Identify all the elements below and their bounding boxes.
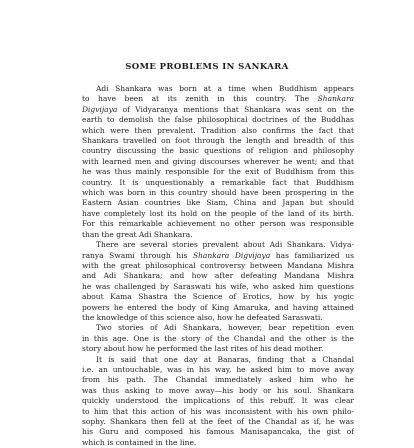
- text-run: Shankara travelled on foot through the length and breadth of this: [82, 136, 354, 146]
- text-run: Eastern Asian countries like Siam, China and Japan but should: [82, 198, 354, 208]
- text-run: story about how he performed the last rites of his dead mother.: [82, 344, 324, 354]
- text-run: about Kama Shastra the Science of Erotics, how by his yogic: [82, 292, 354, 302]
- text-line: [82, 417, 354, 427]
- text-line: [82, 323, 354, 333]
- text-line: [82, 136, 354, 146]
- text-line: [82, 365, 354, 375]
- text-run: in this age. One is the story of the Chandal and the other is the: [82, 333, 354, 343]
- text-run: which is contained in the line.: [82, 437, 197, 447]
- text-run: from his path. The Chandal immediately asked him who he: [82, 375, 354, 385]
- text-line: [82, 334, 354, 344]
- text-run: sophy. Shankara then fell at the feet of the Chandal as if, he was: [82, 417, 354, 426]
- text-run: than the great Adi Shankara.: [82, 229, 193, 239]
- italic-title: Shankara: [317, 94, 354, 104]
- text-line: [82, 303, 354, 313]
- text-line: [82, 146, 354, 156]
- text-line: [82, 438, 354, 448]
- text-line: [82, 292, 354, 302]
- text-line: [82, 386, 354, 396]
- text-line: [82, 198, 354, 208]
- text-run: has familiarized us: [270, 250, 354, 260]
- text-run: his Guru and composed his famous Manisapancaka, the gist of: [82, 427, 354, 437]
- text-line: [82, 396, 354, 406]
- text-line: [82, 261, 354, 271]
- text-line: [82, 115, 354, 125]
- text-run: to him that this action of his was inconsistent with his own philo-: [82, 406, 354, 416]
- body-text: [82, 84, 354, 448]
- text-run: was thus asking to move away—his body or his soul. Shankara: [82, 385, 354, 395]
- text-run: he was challenged by Saraswati his wife, who asked him questions: [82, 281, 354, 291]
- text-run: quickly understood the implications of this rebuff. It was clear: [82, 396, 354, 406]
- text-run: of Vidyaranya mentions that Shankara was sent on the: [117, 104, 354, 114]
- text-line: [82, 375, 354, 385]
- text-line: [82, 427, 354, 437]
- text-run: ranya Swami through his: [82, 250, 193, 260]
- text-run: Two stories of Adi Shankara, however, bear repetition even: [96, 323, 354, 333]
- text-line: [82, 94, 354, 104]
- text-line: [82, 157, 354, 167]
- paragraph-1: [82, 84, 354, 240]
- text-run: which were then prevalent. Tradition also confirms the fact that: [82, 125, 354, 135]
- italic-title: Digvijaya: [82, 104, 118, 114]
- text-line: [82, 178, 354, 188]
- text-run: with the great philosophical controversy between Mandana Mishra: [82, 260, 354, 270]
- text-run: he was thus mainly responsible for the exit of Buddhism from this: [82, 167, 354, 177]
- text-line: [82, 355, 354, 365]
- text-line: [82, 219, 354, 229]
- text-line: [82, 240, 354, 250]
- text-run: There are several stories prevalent about Adi Shankara. Vidya-: [96, 240, 354, 250]
- text-line: [82, 167, 354, 177]
- text-line: [82, 230, 354, 240]
- paragraph-2: [82, 240, 354, 323]
- text-run: country discussing the basic questions of religion and philosophy: [82, 146, 354, 156]
- text-run: powers he entered the body of King Amaruka, and having attained: [82, 302, 354, 312]
- text-run: with learned men and giving discourses wherever he went; and that: [82, 156, 354, 166]
- text-run: It is said that one day at Banaras, finding that a Chandal: [96, 354, 354, 364]
- text-line: [82, 209, 354, 219]
- text-run: i.e. an untouchable, was in his way, he asked him to move away: [82, 364, 354, 374]
- text-run: to have been at its zenith in this country. The: [82, 94, 318, 104]
- text-run: the knowledge of this science also, how he defeated Saraswati.: [82, 312, 323, 322]
- text-run: Adi Shankara was born at a time when Buddhism appears: [96, 84, 354, 93]
- text-run: which was born in this country should have been prospering in the: [82, 188, 354, 198]
- italic-title: Shankara Digvijaya: [192, 250, 271, 260]
- paragraph-4: [82, 355, 354, 448]
- text-line: [82, 344, 354, 354]
- text-line: [82, 84, 354, 94]
- text-run: earth to demolish the false philosophical doctrines of the Buddhas: [82, 115, 354, 125]
- text-run: have completely lost its hold on the people of the land of its birth.: [82, 208, 354, 218]
- text-line: [82, 313, 354, 323]
- paragraph-3: [82, 323, 354, 354]
- text-line: [82, 188, 354, 198]
- text-line: [82, 105, 354, 115]
- text-run: and Adi Shankara; and how after defeating Mandana Mishra: [82, 271, 354, 281]
- text-line: [82, 126, 354, 136]
- page-heading: SOME PROBLEMS IN SANKARA: [125, 62, 289, 72]
- text-line: [82, 407, 354, 417]
- text-line: [82, 251, 354, 261]
- text-run: country. It is unquestionably a remarkable fact that Buddhism: [82, 177, 354, 187]
- text-run: For this remarkable achievement no other person was responsible: [82, 219, 354, 229]
- text-line: [82, 282, 354, 292]
- text-line: [82, 271, 354, 281]
